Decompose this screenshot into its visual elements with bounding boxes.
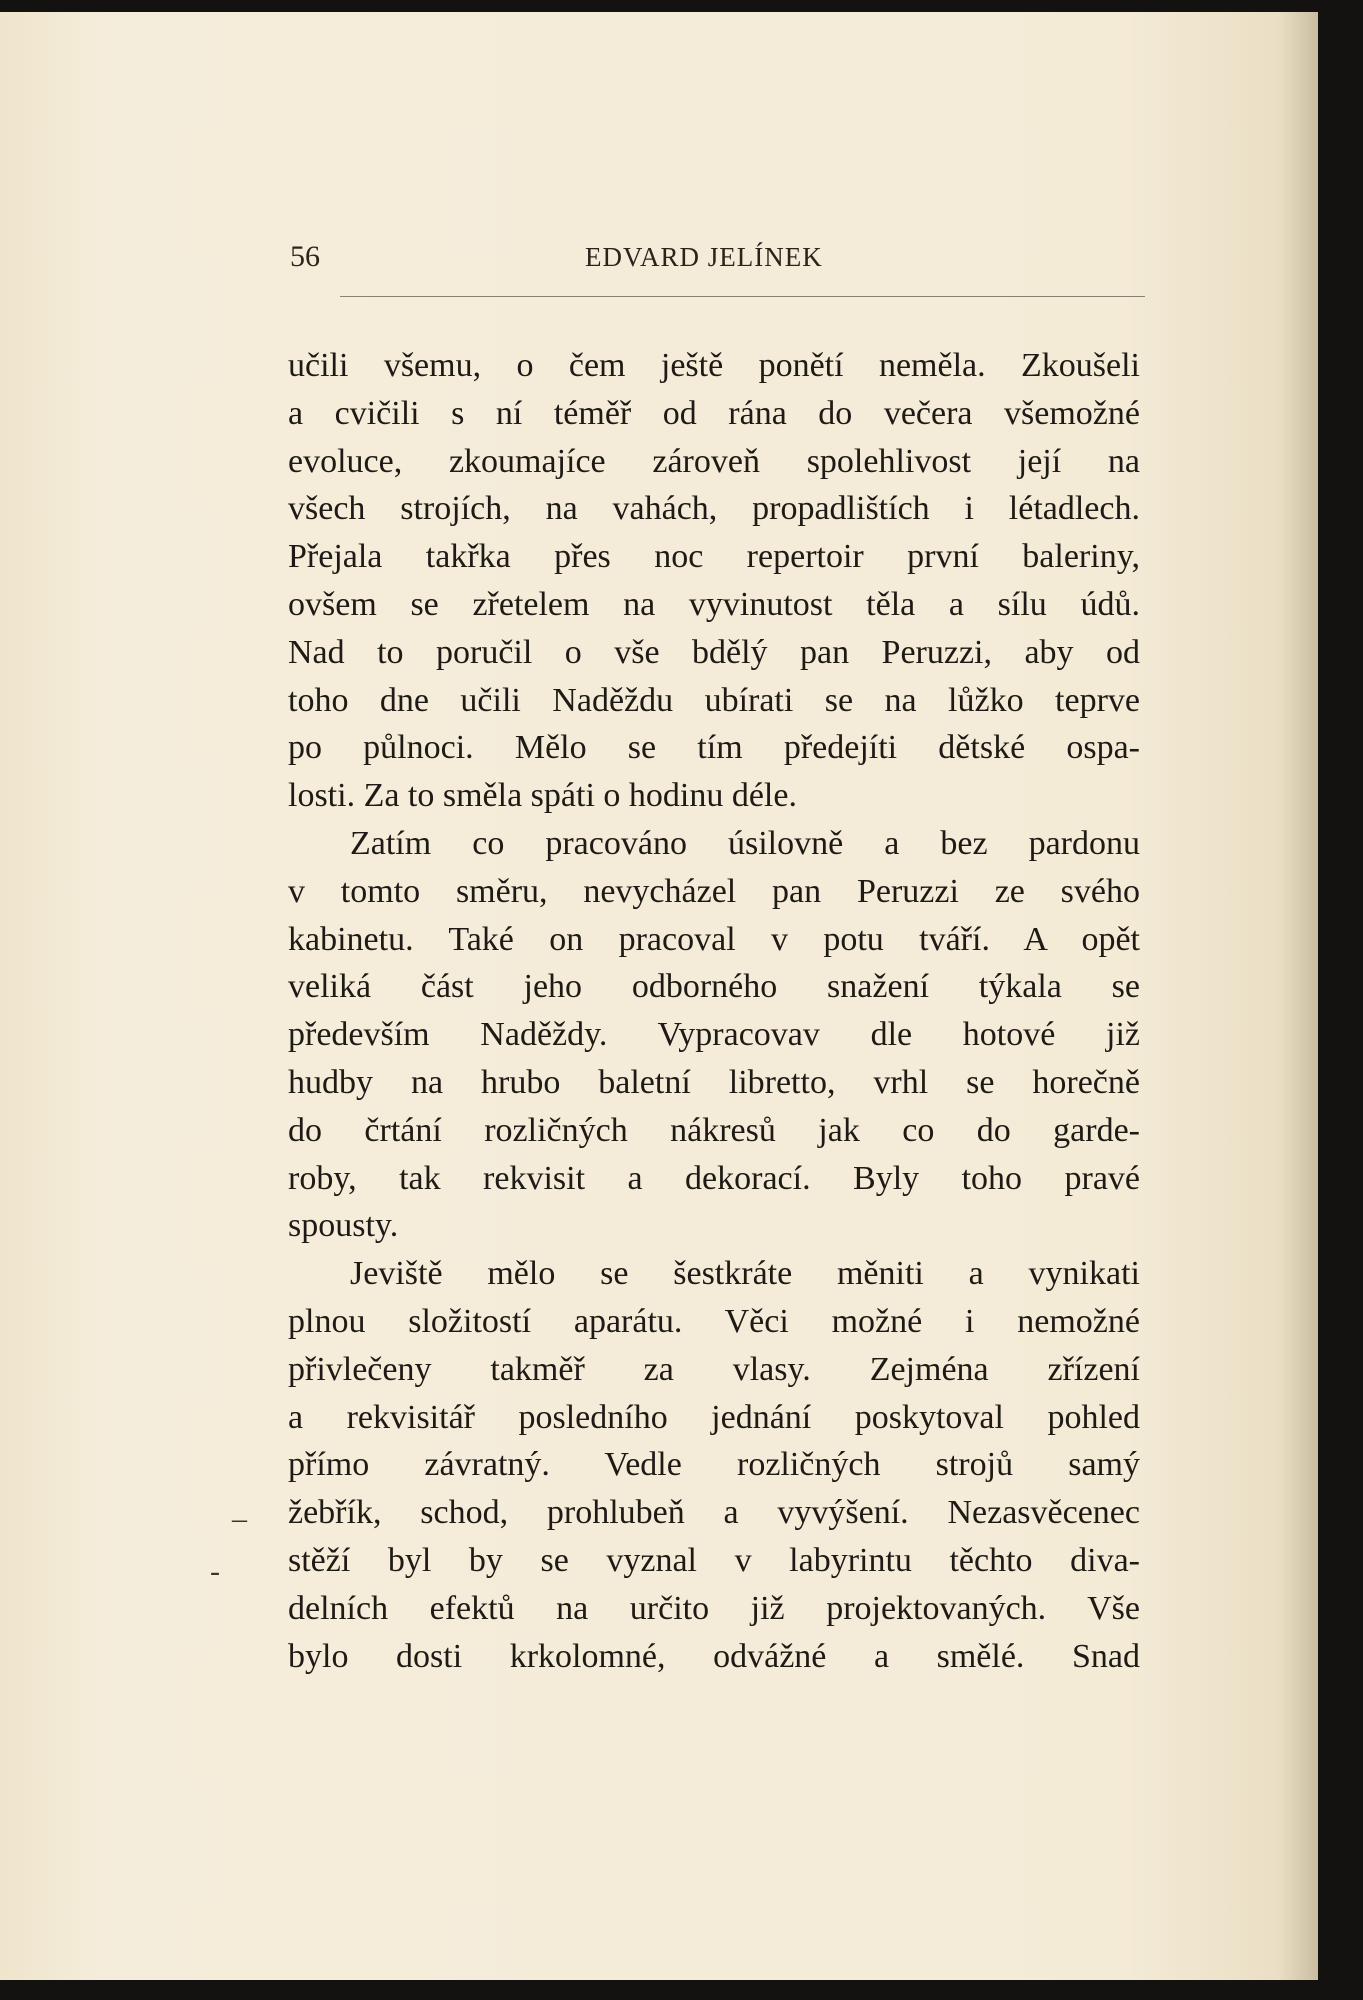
text-line: spousty. [288,1207,399,1245]
text-line: a cvičili s ní téměř od rána do večera všemožné [288,394,1140,432]
text-line: přivlečeny takměř za vlasy. Zejména zřízení [288,1350,1140,1388]
text-line: kabinetu. Také on pracoval v potu tváří. A opět [288,920,1140,958]
text-line: bylo dosti krkolomné, odvážné a smělé. Snad [288,1637,1140,1675]
text-line: hudby na hrubo baletní libretto, vrhl se horečně [288,1063,1140,1101]
book-page [0,12,1318,1980]
text-line: přímo závratný. Vedle rozličných strojů samý [288,1446,1140,1484]
text-line: roby, tak rekvisit a dekorací. Byly toho pravé [288,1159,1140,1197]
text-line: učili všemu, o čem ještě ponětí neměla. Zkoušeli [288,347,1140,384]
margin-dash-mark: - [210,1555,220,1588]
text-line: žebřík, schod, prohlubeň a vyvýšení. Nezasvěcenec [288,1494,1140,1532]
text-line: v tomto směru, nevycházel pan Peruzzi ze svého [288,872,1140,910]
page-header [290,240,1150,280]
text-line: všech strojích, na vahách, propadlištích i létadlech. [288,490,1140,528]
text-line: losti. Za to směla spáti o hodinu déle. [288,777,797,815]
body-text [288,342,1140,1680]
paragraph-3 [288,1250,1140,1680]
spine-shadow [1278,12,1318,1980]
text-line: Jeviště mělo se šestkráte měniti a vynikati [350,1255,1140,1293]
text-line: evoluce, zkoumajíce zároveň spolehlivost její na [288,442,1140,480]
page-number: 56 [290,240,320,273]
text-line: delních efektů na určito již projektovaných. Vše [288,1589,1140,1627]
text-line: Přejala takřka přes noc repertoir první baleriny, [288,538,1140,576]
text-line: Nad to poručil o vše bdělý pan Peruzzi, aby od [288,633,1140,671]
text-line: Zatím co pracováno úsilovně a bez pardonu [350,824,1140,862]
text-line: především Naděždy. Vypracovav dle hotové již [288,1016,1140,1054]
text-line: ovšem se zřetelem na vyvinutost těla a sílu údů. [288,585,1140,623]
text-line: veliká část jeho odborného snažení týkala se [288,968,1140,1006]
margin-dash-mark: – [232,1502,247,1535]
text-line: po půlnoci. Mělo se tím předejíti dětské ospa- [288,729,1140,767]
text-line: do črtání rozličných nákresů jak co do garde- [288,1111,1140,1149]
text-line: a rekvisitář posledního jednání poskytoval pohled [288,1398,1140,1436]
text-line: stěží byl by se vyznal v labyrintu těchto diva- [288,1541,1140,1579]
paragraph-2 [288,820,1140,1250]
text-line: plnou složitostí aparátu. Věci možné i nemožné [288,1302,1140,1340]
header-rule [340,296,1145,297]
text-line: toho dne učili Naděždu ubírati se na lůžko teprve [288,681,1140,719]
running-head: EDVARD JELÍNEK [585,242,823,272]
paragraph-1 [288,342,1140,820]
